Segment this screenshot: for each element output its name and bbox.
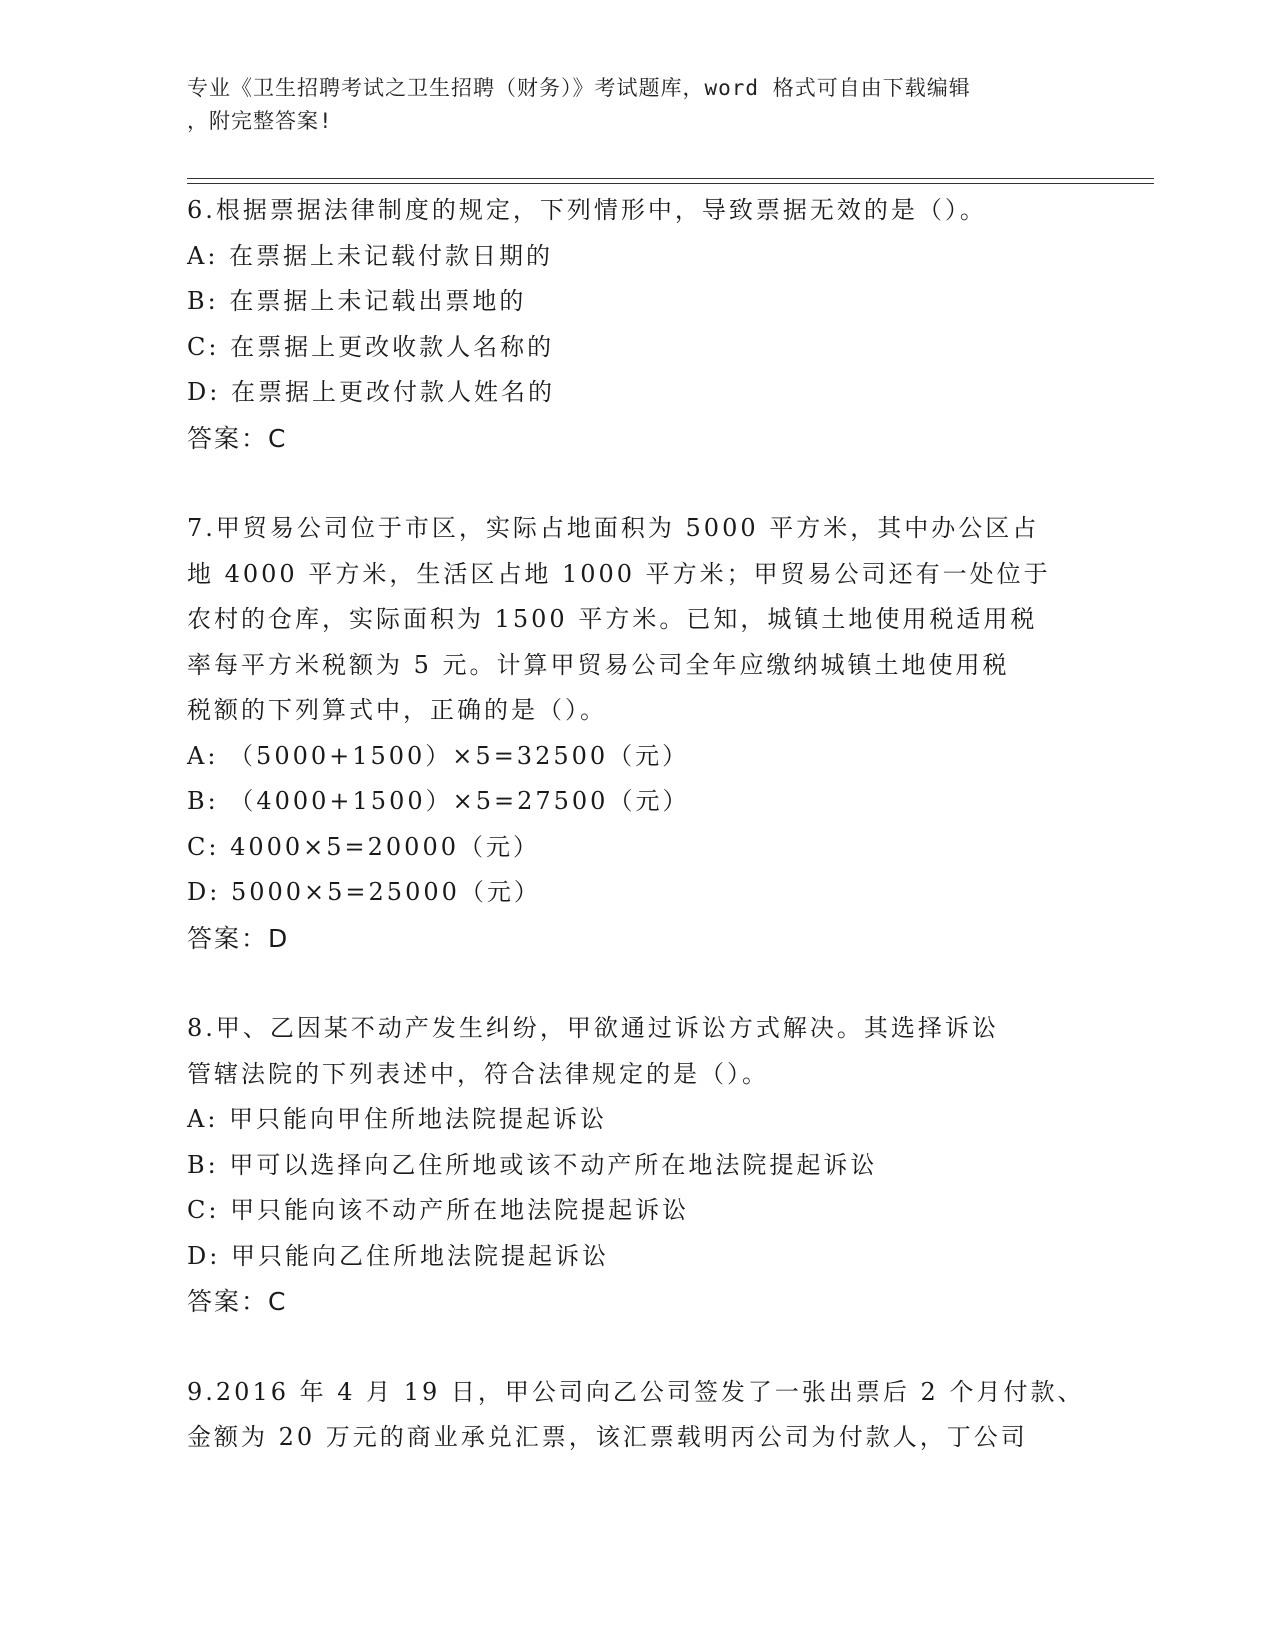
question-text: 率每平方米税额为 5 元。计算甲贸易公司全年应缴纳城镇土地使用税 (187, 650, 1010, 679)
answer: 答案：C (187, 423, 288, 453)
spacer (187, 461, 1087, 506)
header-line-1: 专业《卫生招聘考试之卫生招聘（财务）》考试题库，word 格式可自由下载编辑 (187, 76, 971, 100)
option-a: A: （5000+1500）×5=32500（元） (187, 741, 690, 770)
question-text: 9.2016 年 4 月 19 日，甲公司向乙公司签发了一张出票后 2 个月付款、 (187, 1377, 1085, 1406)
answer: 答案：D (187, 923, 290, 953)
question-6 (187, 188, 1087, 461)
spacer (187, 961, 1087, 1006)
option-b: B: 甲可以选择向乙住所地或该不动产所在地法院提起诉讼 (187, 1150, 878, 1179)
question-9 (187, 1370, 1087, 1461)
question-text: 税额的下列算式中，正确的是（）。 (187, 696, 607, 724)
question-text: 7.甲贸易公司位于市区，实际占地面积为 5000 平方米，其中办公区占 (187, 514, 1040, 542)
option-a: A: 在票据上未记载付款日期的 (187, 241, 554, 270)
question-text: 6.根据票据法律制度的规定，下列情形中，导致票据无效的是（）。 (187, 196, 987, 224)
question-list (187, 188, 1087, 1461)
option-d: D: 甲只能向乙住所地法院提起诉讼 (187, 1241, 609, 1270)
option-d: D: 5000×5=25000（元） (187, 878, 541, 906)
option-b: B: （4000+1500）×5=27500（元） (187, 787, 690, 815)
question-7 (187, 506, 1087, 961)
option-c: C: 甲只能向该不动产所在地法院提起诉讼 (187, 1196, 690, 1224)
answer: 答案：C (187, 1287, 288, 1316)
header-rule-top (187, 178, 1154, 179)
header-rule-bottom (187, 183, 1154, 184)
question-text: 金额为 20 万元的商业承兑汇票，该汇票载明丙公司为付款人，丁公司 (187, 1423, 1028, 1451)
option-a: A: 甲只能向甲住所地法院提起诉讼 (187, 1105, 608, 1133)
option-c: C: 在票据上更改收款人名称的 (187, 332, 555, 361)
option-b: B: 在票据上未记载出票地的 (187, 287, 527, 315)
header-line-2: ，附完整答案! (187, 109, 333, 133)
option-d: D: 在票据上更改付款人姓名的 (187, 378, 555, 406)
question-text: 8.甲、乙因某不动产发生纠纷，甲欲通过诉讼方式解决。其选择诉讼 (187, 1014, 999, 1042)
question-8 (187, 1006, 1087, 1325)
question-text: 农村的仓库，实际面积为 1500 平方米。已知，城镇土地使用税适用税 (187, 605, 1038, 633)
question-text: 管辖法院的下列表述中，符合法律规定的是（）。 (187, 1059, 769, 1088)
option-c: C: 4000×5=20000（元） (187, 832, 540, 861)
question-text: 地 4000 平方米，生活区占地 1000 平方米；甲贸易公司还有一处位于 (187, 559, 1051, 588)
document-header (187, 72, 1067, 138)
spacer (187, 1325, 1087, 1370)
